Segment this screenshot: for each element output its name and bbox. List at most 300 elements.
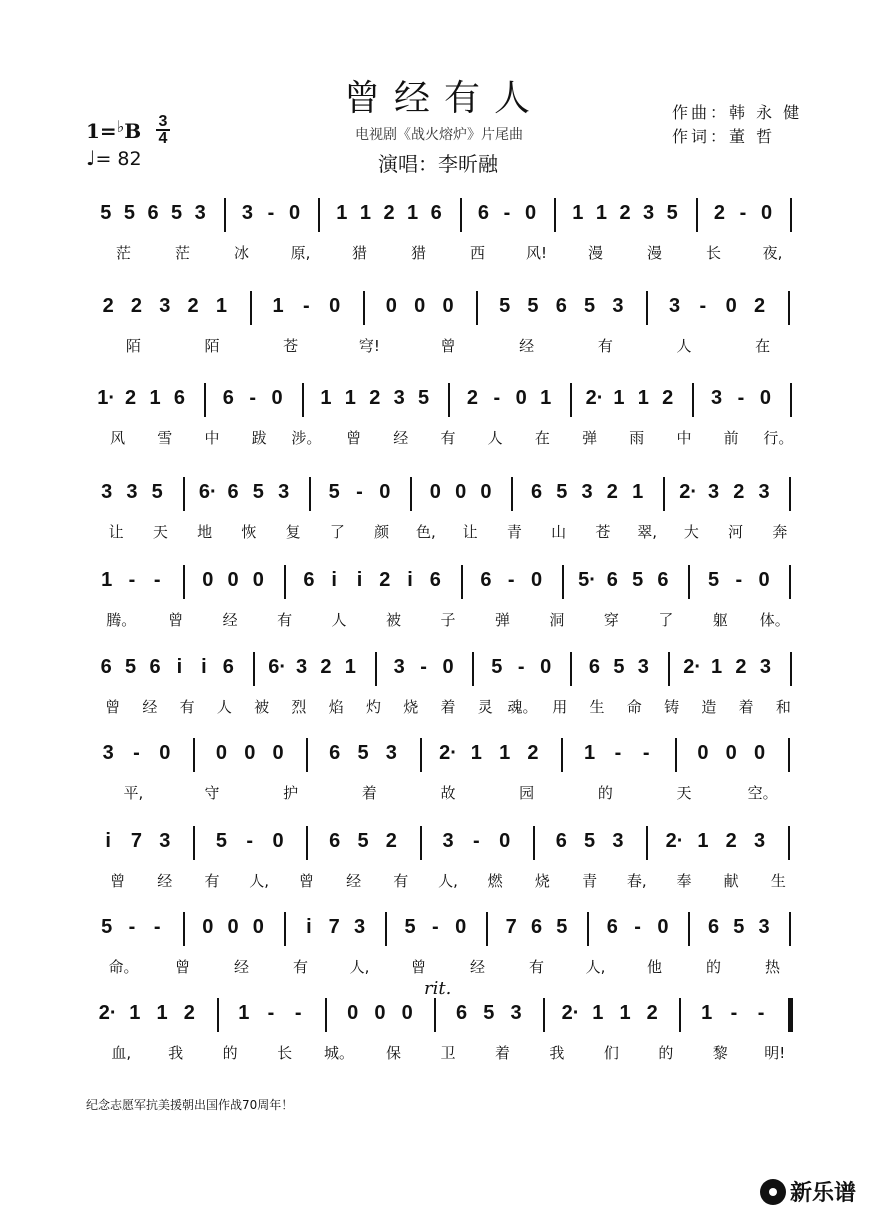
lyric-syllable: 原, [290, 244, 311, 262]
lyric-syllable: 我 [168, 1044, 184, 1062]
note: 6 [222, 387, 234, 409]
lyric-syllable: 人 [487, 429, 503, 447]
lyric-syllable: 有 [179, 698, 195, 716]
lyric-syllable: 故 [440, 784, 456, 802]
barline [183, 565, 185, 599]
barline [788, 291, 790, 325]
note: 0 [697, 742, 709, 764]
lyric-syllable: 曾 [440, 337, 456, 355]
barline [284, 912, 286, 946]
time-sig-bottom: 4 [158, 130, 168, 147]
note: 6 [606, 569, 618, 591]
lyric-syllable: 魂。 [507, 698, 538, 716]
lyric-syllable: 子 [440, 611, 456, 629]
lyric-syllable: 中 [204, 429, 220, 447]
note: 1 [129, 1002, 141, 1024]
note: 3 [353, 916, 366, 938]
note: 3 [393, 387, 405, 409]
lyric-syllable: 有 [528, 958, 545, 976]
time-sig-top: 3 [158, 113, 168, 130]
barline [646, 826, 648, 860]
note: 0 [271, 387, 283, 409]
lyric-syllable: 苍 [283, 337, 299, 355]
site-logo [760, 1176, 856, 1207]
note: 6 [222, 656, 234, 678]
note: 3 [710, 387, 723, 409]
lyric-syllable: 颜 [374, 523, 390, 541]
note: 6 [303, 569, 315, 591]
note: 1 [336, 202, 348, 224]
note: 2 [320, 656, 332, 678]
note: 0 [455, 481, 467, 503]
note: 3 [758, 481, 770, 503]
notes-line [80, 652, 810, 688]
note: 5 [100, 202, 112, 224]
lyric-syllable: 奔 [772, 523, 788, 541]
note: 6 [555, 830, 567, 852]
barline [434, 998, 436, 1032]
key-prefix: 1= [86, 119, 117, 143]
note: 0 [385, 295, 397, 317]
note: 6· [268, 656, 286, 678]
note: 3 [159, 830, 171, 852]
ritardando-mark: rit. [424, 978, 452, 999]
barline [410, 477, 412, 511]
singer-credit: 演唱：李昕融 [378, 152, 498, 176]
note: 0 [540, 656, 552, 678]
lyric-syllable: 烧 [403, 698, 419, 716]
note: 2 [130, 295, 143, 317]
note: 5 [357, 742, 369, 764]
barline [193, 826, 195, 860]
note: 3 [393, 656, 405, 678]
barline [533, 826, 535, 860]
lyrics-line [80, 870, 810, 892]
barline [688, 912, 690, 946]
note: 5 [666, 202, 678, 224]
lyrics-line [80, 696, 810, 718]
lyric-syllable: 曾 [168, 611, 184, 629]
barline [250, 291, 252, 325]
lyric-syllable: 在 [534, 429, 550, 447]
note: 6 [173, 387, 185, 409]
note: 0 [499, 830, 511, 852]
note: - [267, 1002, 275, 1024]
barline [325, 998, 327, 1032]
note: 5 [252, 481, 264, 503]
barline [790, 198, 792, 232]
lyric-syllable: 人, [249, 872, 270, 890]
note: 1 [320, 387, 332, 409]
note: 2 [466, 387, 478, 409]
note: 2· [585, 387, 604, 409]
barline [183, 477, 185, 511]
note: 1 [215, 295, 227, 317]
note: 0 [758, 569, 770, 591]
notes-line [80, 291, 810, 327]
barline [679, 998, 681, 1032]
note: - [420, 656, 427, 678]
note: 6 [329, 742, 341, 764]
note: 5 [215, 830, 227, 852]
lyric-syllable: 了 [329, 523, 345, 541]
note: 1 [697, 830, 709, 852]
barline [183, 912, 185, 946]
note: i [201, 656, 207, 678]
note: 3 [612, 830, 624, 852]
lyric-syllable: 经 [469, 958, 486, 976]
barline [420, 738, 422, 772]
lyric-syllable: 命。 [108, 958, 139, 976]
lyric-syllable: 明! [764, 1044, 786, 1062]
note: 1 [701, 1002, 713, 1024]
lyric-syllable: 保 [386, 1044, 402, 1062]
lyric-syllable: 山 [551, 523, 567, 541]
note: 6 [147, 202, 159, 224]
note: 2 [725, 830, 737, 852]
barline [543, 998, 545, 1032]
note: - [128, 916, 136, 938]
note: 1 [710, 656, 723, 678]
lyric-syllable: 人 [331, 611, 347, 629]
barline [692, 383, 694, 417]
note: 5 [171, 202, 183, 224]
lyric-syllable: 空。 [747, 784, 778, 802]
lyrics-line [80, 782, 810, 804]
note: 6 [456, 1002, 468, 1024]
record-disc-icon [760, 1179, 786, 1205]
lyric-syllable: 曾 [346, 429, 362, 447]
lyric-syllable: 城。 [324, 1044, 355, 1062]
note: 2 [369, 387, 381, 409]
flat-symbol: ♭ [116, 117, 125, 136]
lyric-syllable: 恢 [241, 523, 257, 541]
note: - [472, 830, 480, 852]
lyric-syllable: 穹! [358, 337, 380, 355]
note: 2· [98, 1002, 117, 1024]
note: 0 [289, 202, 301, 224]
barline [472, 652, 474, 686]
lyric-syllable: 青 [506, 523, 522, 541]
lyric-syllable: 我 [549, 1044, 565, 1062]
tempo-value: = 82 [95, 148, 142, 170]
note: 2 [125, 387, 137, 409]
note: - [249, 387, 257, 409]
lyrics-line [80, 1042, 810, 1064]
notes-line [80, 912, 810, 948]
note: i [176, 656, 183, 678]
lyric-syllable: 烧 [534, 872, 550, 890]
note: 0 [759, 387, 771, 409]
note: - [699, 295, 707, 317]
note: - [757, 1002, 765, 1024]
barline [561, 738, 563, 772]
lyrics-line [80, 242, 810, 264]
note: 0 [515, 387, 527, 409]
note: 6 [329, 830, 341, 852]
note: i [105, 830, 111, 852]
lyric-syllable: 献 [723, 872, 739, 890]
lyrics-line [80, 335, 810, 357]
note: 0 [725, 295, 737, 317]
note: 0 [252, 569, 264, 591]
note: 2 [187, 295, 199, 317]
subtitle: 电视剧《战火熔炉》片尾曲 [355, 127, 523, 143]
lyric-syllable: 有 [277, 611, 293, 629]
lyric-syllable: 河 [728, 523, 744, 541]
barline [789, 912, 791, 946]
lyric-syllable: 涉。 [291, 429, 322, 447]
note: 5 [491, 656, 503, 678]
note: 0 [159, 742, 171, 764]
barline [789, 565, 791, 599]
barline [318, 198, 320, 232]
note: - [153, 569, 161, 591]
lyric-syllable: 洞 [549, 611, 565, 629]
lyric-syllable: 曾 [174, 958, 191, 976]
lyric-syllable: 雪 [157, 429, 173, 447]
lyric-syllable: 着 [738, 698, 754, 716]
lyric-syllable: 夜, [762, 244, 783, 262]
note: - [642, 742, 650, 764]
note: 3 [278, 481, 290, 503]
barline [570, 383, 572, 417]
lyric-syllable: 生 [770, 872, 786, 890]
note: 0 [202, 569, 214, 591]
note: 3 [758, 916, 770, 938]
note: 0 [347, 1002, 359, 1024]
lyric-syllable: 翠, [637, 523, 658, 541]
barline [476, 291, 478, 325]
key-signature [86, 117, 141, 143]
note: 0 [530, 569, 543, 591]
note: 5 [556, 481, 568, 503]
barline [788, 738, 790, 772]
note: - [303, 295, 310, 317]
note: - [133, 742, 140, 764]
note: 2 [646, 1002, 658, 1024]
barline [193, 738, 195, 772]
note: 5 [499, 295, 511, 317]
barline [788, 826, 790, 860]
note: 6 [606, 916, 618, 938]
note: - [634, 916, 641, 938]
note: 7 [130, 830, 143, 852]
note: 2· [561, 1002, 580, 1024]
lyric-syllable: 平, [123, 784, 144, 802]
barline [554, 198, 556, 232]
lyric-syllable: 有 [597, 337, 613, 355]
lyric-syllable: 人, [585, 958, 606, 976]
note: 5 [707, 569, 720, 591]
note: 6 [530, 481, 543, 503]
lyric-syllable: 人, [438, 872, 458, 890]
note: 1 [407, 202, 419, 224]
note: 3 [510, 1002, 522, 1024]
note: 5 [527, 295, 539, 317]
lyric-syllable: 和 [775, 698, 791, 716]
note: - [128, 569, 136, 591]
note: - [739, 202, 747, 224]
note: 6 [530, 916, 543, 938]
note: 1 [344, 656, 356, 678]
lyric-syllable: 烈 [291, 698, 307, 716]
note: 1 [499, 742, 511, 764]
lyric-syllable: 生 [589, 698, 605, 716]
lyrics-line [80, 521, 810, 543]
note: 5 [357, 830, 369, 852]
barline [790, 652, 792, 686]
song-title: 曾经有人 [343, 78, 544, 119]
barline [511, 477, 513, 511]
barline [790, 383, 792, 417]
barline [688, 565, 690, 599]
lyric-syllable: 曾 [298, 872, 314, 890]
note: 6 [430, 202, 442, 224]
barline [789, 477, 791, 511]
lyric-syllable: 命 [626, 698, 642, 716]
note: 5 [404, 916, 416, 938]
note: 2 [183, 1002, 195, 1024]
lyric-syllable: 被 [386, 611, 402, 629]
note: 0 [329, 295, 341, 317]
note: 0 [725, 742, 737, 764]
lyric-syllable: 用 [552, 698, 568, 716]
final-barline [788, 998, 793, 1032]
note: 0 [442, 295, 454, 317]
note: 5 [101, 916, 113, 938]
lyric-syllable: 曾 [105, 698, 121, 716]
note: 5· [578, 569, 596, 591]
barline [375, 652, 377, 686]
lyric-syllable: 焰 [328, 698, 344, 716]
note: 2 [619, 202, 631, 224]
barline [302, 383, 304, 417]
note: 3 [759, 656, 771, 678]
lyric-syllable: 人, [349, 958, 370, 976]
note: - [294, 1002, 302, 1024]
lyric-syllable: 人 [676, 337, 692, 355]
note: 1 [101, 569, 113, 591]
note: 1 [632, 481, 644, 503]
note: 7 [328, 916, 340, 938]
lyric-syllable: 经 [393, 429, 409, 447]
lyric-syllable: 人 [216, 698, 232, 716]
note: 1 [149, 387, 161, 409]
lyric-syllable: 穿 [603, 611, 619, 629]
lyric-syllable: 跋 [251, 429, 267, 447]
lyrics-line [80, 956, 810, 978]
lyric-syllable: 风 [110, 429, 126, 447]
lyric-syllable: 前 [723, 429, 739, 447]
note: 1 [470, 742, 482, 764]
note: 1 [540, 387, 552, 409]
note: 6 [657, 569, 669, 591]
note: 6· [198, 481, 217, 503]
note: 0 [272, 742, 284, 764]
lyric-syllable: 着 [494, 1044, 510, 1062]
lyric-syllable: 护 [283, 784, 299, 802]
lyric-syllable: 苍 [595, 523, 611, 541]
lyric-syllable: 让 [108, 523, 124, 541]
note: i [306, 916, 312, 938]
note: 3 [442, 830, 454, 852]
note: 6 [480, 569, 492, 591]
notes-line [80, 565, 810, 601]
notes-line [80, 738, 810, 774]
note: 5 [613, 656, 625, 678]
note: - [493, 387, 501, 409]
note: 2· [665, 830, 684, 852]
note: 2· [683, 656, 702, 678]
note: 3 [159, 295, 171, 317]
lyric-syllable: 的 [658, 1044, 674, 1062]
lyric-syllable: 地 [197, 523, 213, 541]
note: 3 [126, 481, 138, 503]
note: 3 [101, 481, 113, 503]
note: 1 [572, 202, 584, 224]
lyric-syllable: 躯 [712, 611, 728, 629]
note: 3 [668, 295, 681, 317]
note: 0 [657, 916, 669, 938]
lyric-syllable: 经 [519, 337, 535, 355]
note: 2 [733, 481, 745, 503]
lyric-syllable: 守 [204, 784, 220, 802]
notes-line [80, 477, 810, 513]
note: - [267, 202, 275, 224]
note: 5 [556, 916, 568, 938]
barline [668, 652, 670, 686]
lyric-syllable: 奉 [676, 872, 692, 890]
lyric-syllable: 曾 [410, 958, 427, 976]
note: 1 [613, 387, 625, 409]
lyric-syllable: 雨 [629, 429, 645, 447]
barline [420, 826, 422, 860]
note: 0 [202, 916, 214, 938]
note: 1 [592, 1002, 604, 1024]
lyric-syllable: 有 [440, 429, 456, 447]
notes-line [80, 826, 810, 862]
barline [306, 738, 308, 772]
note: 1 [156, 1002, 168, 1024]
lyric-syllable: 西 [469, 244, 486, 262]
lyric-syllable: 猎 [410, 244, 427, 262]
lyric-syllable: 茫 [174, 244, 191, 262]
note: - [614, 742, 622, 764]
note: 0 [480, 481, 492, 503]
note: 3 [643, 202, 655, 224]
barline [284, 565, 286, 599]
note: 0 [379, 481, 391, 503]
note: 3 [241, 202, 253, 224]
note: 6 [149, 656, 161, 678]
note: 0 [215, 742, 227, 764]
barline [562, 565, 564, 599]
note: 5 [125, 656, 137, 678]
note: 2· [679, 481, 698, 503]
note: 3 [707, 481, 720, 503]
lyricist-credit: 作词：董 哲 [672, 127, 776, 146]
lyric-syllable: 体。 [759, 611, 790, 629]
lyric-syllable: 他 [646, 958, 663, 976]
note: - [503, 202, 511, 224]
lyric-syllable: 经 [233, 958, 250, 976]
note: 2 [753, 295, 766, 317]
note: - [432, 916, 439, 938]
lyric-syllable: 的 [222, 1044, 238, 1062]
lyric-syllable: 们 [603, 1044, 619, 1062]
lyric-syllable: 长 [277, 1044, 293, 1062]
